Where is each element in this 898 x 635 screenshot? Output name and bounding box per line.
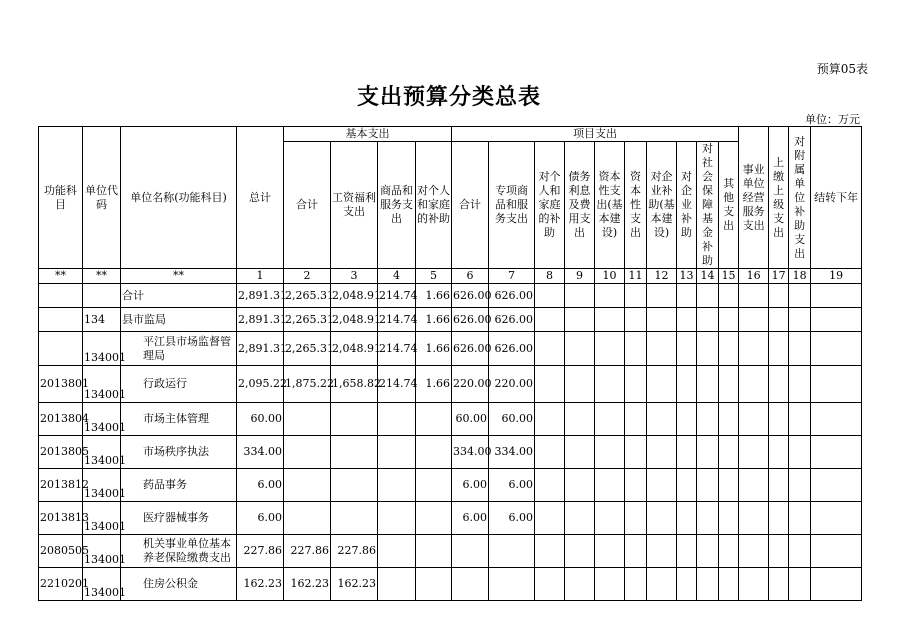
empty-cell bbox=[565, 308, 595, 332]
project-total-cell: 626.00 bbox=[452, 308, 489, 332]
basic-personal-cell: 1.66 bbox=[416, 366, 452, 403]
empty-cell bbox=[535, 284, 565, 308]
func-subject-cell: 2013804 bbox=[39, 403, 83, 436]
header-project-personal: 对个人和家庭的补助 bbox=[535, 142, 565, 269]
total-cell: 162.23 bbox=[237, 568, 284, 601]
header-project-social: 对社会保障基金补助 bbox=[697, 142, 719, 269]
unit-name-cell: 医疗器械事务 bbox=[121, 502, 237, 535]
project-goods-cell: 626.00 bbox=[489, 332, 535, 366]
unit-name-cell: 县市监局 bbox=[121, 308, 237, 332]
basic-personal-cell bbox=[416, 436, 452, 469]
index-cell: ** bbox=[83, 269, 121, 284]
page-title: 支出预算分类总表 bbox=[356, 85, 541, 110]
basic-salary-cell bbox=[331, 502, 378, 535]
empty-cell bbox=[697, 469, 719, 502]
header-carry: 结转下年 bbox=[811, 127, 862, 269]
empty-cell bbox=[811, 403, 862, 436]
unit-code-cell: 134001 bbox=[83, 436, 121, 469]
empty-cell bbox=[565, 284, 595, 308]
unit-code-cell: 134001 bbox=[83, 502, 121, 535]
empty-cell bbox=[719, 403, 739, 436]
index-cell: 10 bbox=[595, 269, 625, 284]
header-upper: 上缴上级支出 bbox=[769, 127, 789, 269]
empty-cell bbox=[625, 332, 647, 366]
empty-cell bbox=[647, 535, 677, 568]
index-cell: 11 bbox=[625, 269, 647, 284]
empty-cell bbox=[565, 568, 595, 601]
func-subject-cell bbox=[39, 332, 83, 366]
empty-cell bbox=[565, 366, 595, 403]
empty-cell bbox=[677, 284, 697, 308]
table-row bbox=[39, 366, 862, 403]
basic-salary-cell: 2,048.91 bbox=[331, 308, 378, 332]
empty-cell bbox=[595, 568, 625, 601]
project-goods-cell bbox=[489, 535, 535, 568]
empty-cell bbox=[811, 366, 862, 403]
empty-cell bbox=[647, 568, 677, 601]
basic-salary-cell bbox=[331, 436, 378, 469]
total-cell: 2,891.31 bbox=[237, 284, 284, 308]
empty-cell bbox=[769, 403, 789, 436]
index-cell: 2 bbox=[284, 269, 331, 284]
basic-salary-cell: 227.86 bbox=[331, 535, 378, 568]
index-cell: 9 bbox=[565, 269, 595, 284]
header-project-capital-build: 资本性支出(基本建设) bbox=[595, 142, 625, 269]
empty-cell bbox=[719, 568, 739, 601]
empty-cell bbox=[625, 284, 647, 308]
empty-cell bbox=[565, 403, 595, 436]
basic-total-cell bbox=[284, 469, 331, 502]
basic-goods-cell bbox=[378, 502, 416, 535]
basic-total-cell bbox=[284, 403, 331, 436]
index-cell: ** bbox=[121, 269, 237, 284]
unit-code-cell: 134001 bbox=[83, 403, 121, 436]
empty-cell bbox=[595, 308, 625, 332]
header-business: 事业单位经营服务支出 bbox=[739, 127, 769, 269]
index-cell: 3 bbox=[331, 269, 378, 284]
empty-cell bbox=[769, 308, 789, 332]
project-total-cell: 626.00 bbox=[452, 284, 489, 308]
empty-cell bbox=[769, 366, 789, 403]
empty-cell bbox=[535, 436, 565, 469]
empty-cell bbox=[625, 469, 647, 502]
empty-cell bbox=[625, 366, 647, 403]
index-cell: 4 bbox=[378, 269, 416, 284]
empty-cell bbox=[739, 366, 769, 403]
basic-personal-cell bbox=[416, 535, 452, 568]
empty-cell bbox=[789, 535, 811, 568]
basic-total-cell: 162.23 bbox=[284, 568, 331, 601]
empty-cell bbox=[811, 436, 862, 469]
index-cell: 8 bbox=[535, 269, 565, 284]
empty-cell bbox=[535, 535, 565, 568]
index-cell: 16 bbox=[739, 269, 769, 284]
basic-personal-cell bbox=[416, 568, 452, 601]
header-basic-goods: 商品和服务支出 bbox=[378, 142, 416, 269]
unit-code-cell: 134 bbox=[83, 308, 121, 332]
total-cell: 2,095.22 bbox=[237, 366, 284, 403]
unit-name-cell: 行政运行 bbox=[121, 366, 237, 403]
empty-cell bbox=[789, 308, 811, 332]
table-row bbox=[39, 469, 862, 502]
project-total-cell: 60.00 bbox=[452, 403, 489, 436]
empty-cell bbox=[697, 366, 719, 403]
empty-cell bbox=[647, 366, 677, 403]
empty-cell bbox=[677, 366, 697, 403]
empty-cell bbox=[789, 366, 811, 403]
empty-cell bbox=[625, 568, 647, 601]
empty-cell bbox=[565, 469, 595, 502]
header-basic: 基本支出 bbox=[284, 127, 452, 142]
project-total-cell: 626.00 bbox=[452, 332, 489, 366]
index-cell: 15 bbox=[719, 269, 739, 284]
empty-cell bbox=[677, 568, 697, 601]
index-cell: 13 bbox=[677, 269, 697, 284]
empty-cell bbox=[535, 332, 565, 366]
empty-cell bbox=[625, 308, 647, 332]
empty-cell bbox=[697, 502, 719, 535]
basic-total-cell: 2,265.31 bbox=[284, 332, 331, 366]
project-goods-cell: 626.00 bbox=[489, 308, 535, 332]
empty-cell bbox=[789, 284, 811, 308]
project-goods-cell bbox=[489, 568, 535, 601]
unit-name-cell: 机关事业单位基本养老保险缴费支出 bbox=[121, 535, 237, 568]
empty-cell bbox=[739, 284, 769, 308]
index-cell: 18 bbox=[789, 269, 811, 284]
total-cell: 6.00 bbox=[237, 502, 284, 535]
basic-salary-cell: 162.23 bbox=[331, 568, 378, 601]
empty-cell bbox=[647, 308, 677, 332]
empty-cell bbox=[739, 332, 769, 366]
table-row bbox=[39, 403, 862, 436]
basic-goods-cell bbox=[378, 403, 416, 436]
empty-cell bbox=[739, 568, 769, 601]
basic-personal-cell bbox=[416, 469, 452, 502]
unit-name-cell: 住房公积金 bbox=[121, 568, 237, 601]
unit-name-cell: 药品事务 bbox=[121, 469, 237, 502]
table-row bbox=[39, 535, 862, 568]
empty-cell bbox=[739, 469, 769, 502]
func-subject-cell: 2013813 bbox=[39, 502, 83, 535]
empty-cell bbox=[647, 332, 677, 366]
index-cell: 6 bbox=[452, 269, 489, 284]
project-goods-cell: 334.00 bbox=[489, 436, 535, 469]
header-affiliate: 对附属单位补助支出 bbox=[789, 127, 811, 269]
empty-cell bbox=[769, 568, 789, 601]
empty-cell bbox=[789, 436, 811, 469]
unit-name-cell: 平江县市场监督管理局 bbox=[121, 332, 237, 366]
basic-goods-cell bbox=[378, 535, 416, 568]
empty-cell bbox=[739, 308, 769, 332]
header-project-total: 合计 bbox=[452, 142, 489, 269]
unit-label: 单位：万元 bbox=[805, 113, 860, 126]
empty-cell bbox=[677, 403, 697, 436]
empty-cell bbox=[677, 535, 697, 568]
index-cell: 1 bbox=[237, 269, 284, 284]
header-project-other: 其他支出 bbox=[719, 142, 739, 269]
table-row bbox=[39, 568, 862, 601]
project-goods-cell: 220.00 bbox=[489, 366, 535, 403]
empty-cell bbox=[677, 308, 697, 332]
header-basic-total: 合计 bbox=[284, 142, 331, 269]
basic-goods-cell bbox=[378, 469, 416, 502]
basic-total-cell bbox=[284, 436, 331, 469]
basic-salary-cell: 2,048.91 bbox=[331, 284, 378, 308]
total-cell: 227.86 bbox=[237, 535, 284, 568]
empty-cell bbox=[595, 469, 625, 502]
basic-goods-cell bbox=[378, 436, 416, 469]
header-project-capital: 资本性支出 bbox=[625, 142, 647, 269]
unit-code-cell: 134001 bbox=[83, 568, 121, 601]
table-row bbox=[39, 502, 862, 535]
basic-total-cell: 2,265.31 bbox=[284, 284, 331, 308]
header-project-debt: 债务利息及费用支出 bbox=[565, 142, 595, 269]
basic-total-cell: 227.86 bbox=[284, 535, 331, 568]
empty-cell bbox=[565, 535, 595, 568]
empty-cell bbox=[719, 436, 739, 469]
project-total-cell bbox=[452, 568, 489, 601]
basic-goods-cell bbox=[378, 568, 416, 601]
header-project-goods: 专项商品和服务支出 bbox=[489, 142, 535, 269]
index-cell: 19 bbox=[811, 269, 862, 284]
table-row bbox=[39, 436, 862, 469]
empty-cell bbox=[769, 469, 789, 502]
empty-cell bbox=[697, 332, 719, 366]
empty-cell bbox=[625, 403, 647, 436]
project-total-cell: 220.00 bbox=[452, 366, 489, 403]
unit-code-cell: 134001 bbox=[83, 332, 121, 366]
empty-cell bbox=[811, 502, 862, 535]
table-row bbox=[39, 308, 862, 332]
func-subject-cell bbox=[39, 308, 83, 332]
index-cell: 12 bbox=[647, 269, 677, 284]
basic-salary-cell bbox=[331, 469, 378, 502]
empty-cell bbox=[595, 403, 625, 436]
unit-name-cell: 市场秩序执法 bbox=[121, 436, 237, 469]
header-unit-code: 单位代码 bbox=[83, 127, 121, 269]
table-row bbox=[39, 332, 862, 366]
empty-cell bbox=[625, 535, 647, 568]
empty-cell bbox=[719, 535, 739, 568]
empty-cell bbox=[535, 502, 565, 535]
empty-cell bbox=[565, 502, 595, 535]
project-total-cell bbox=[452, 535, 489, 568]
header-project-enterprise: 对企业补助 bbox=[677, 142, 697, 269]
empty-cell bbox=[719, 469, 739, 502]
project-total-cell: 334.00 bbox=[452, 436, 489, 469]
total-cell: 2,891.31 bbox=[237, 332, 284, 366]
total-cell: 2,891.31 bbox=[237, 308, 284, 332]
index-cell: 5 bbox=[416, 269, 452, 284]
empty-cell bbox=[697, 284, 719, 308]
basic-personal-cell: 1.66 bbox=[416, 284, 452, 308]
empty-cell bbox=[647, 403, 677, 436]
basic-personal-cell: 1.66 bbox=[416, 308, 452, 332]
empty-cell bbox=[677, 332, 697, 366]
empty-cell bbox=[739, 502, 769, 535]
empty-cell bbox=[565, 436, 595, 469]
empty-cell bbox=[595, 284, 625, 308]
empty-cell bbox=[769, 284, 789, 308]
empty-cell bbox=[677, 436, 697, 469]
func-subject-cell: 2210201 bbox=[39, 568, 83, 601]
project-total-cell: 6.00 bbox=[452, 502, 489, 535]
empty-cell bbox=[697, 436, 719, 469]
basic-goods-cell: 214.74 bbox=[378, 332, 416, 366]
empty-cell bbox=[677, 502, 697, 535]
empty-cell bbox=[811, 284, 862, 308]
project-goods-cell: 626.00 bbox=[489, 284, 535, 308]
empty-cell bbox=[811, 332, 862, 366]
basic-personal-cell: 1.66 bbox=[416, 332, 452, 366]
basic-goods-cell: 214.74 bbox=[378, 284, 416, 308]
empty-cell bbox=[719, 502, 739, 535]
empty-cell bbox=[769, 502, 789, 535]
project-goods-cell: 6.00 bbox=[489, 502, 535, 535]
empty-cell bbox=[595, 436, 625, 469]
empty-cell bbox=[739, 436, 769, 469]
empty-cell bbox=[535, 366, 565, 403]
header-func-subject: 功能科目 bbox=[39, 127, 83, 269]
basic-personal-cell bbox=[416, 403, 452, 436]
empty-cell bbox=[719, 308, 739, 332]
empty-cell bbox=[647, 284, 677, 308]
empty-cell bbox=[739, 403, 769, 436]
basic-salary-cell: 1,658.82 bbox=[331, 366, 378, 403]
header-project: 项目支出 bbox=[452, 127, 739, 142]
empty-cell bbox=[811, 308, 862, 332]
empty-cell bbox=[535, 469, 565, 502]
empty-cell bbox=[625, 502, 647, 535]
index-cell: 17 bbox=[769, 269, 789, 284]
empty-cell bbox=[769, 332, 789, 366]
unit-name-cell: 合计 bbox=[121, 284, 237, 308]
project-total-cell: 6.00 bbox=[452, 469, 489, 502]
empty-cell bbox=[647, 469, 677, 502]
unit-code-cell: 134001 bbox=[83, 366, 121, 403]
empty-cell bbox=[535, 568, 565, 601]
func-subject-cell bbox=[39, 284, 83, 308]
basic-salary-cell bbox=[331, 403, 378, 436]
empty-cell bbox=[789, 332, 811, 366]
empty-cell bbox=[811, 568, 862, 601]
empty-cell bbox=[769, 436, 789, 469]
header-total: 总计 bbox=[237, 127, 284, 269]
header-unit-name: 单位名称(功能科目) bbox=[121, 127, 237, 269]
basic-total-cell bbox=[284, 502, 331, 535]
unit-name-cell: 市场主体管理 bbox=[121, 403, 237, 436]
table-row bbox=[39, 284, 862, 308]
empty-cell bbox=[677, 469, 697, 502]
total-cell: 6.00 bbox=[237, 469, 284, 502]
header-basic-personal: 对个人和家庭的补助 bbox=[416, 142, 452, 269]
unit-code-cell: 134001 bbox=[83, 535, 121, 568]
empty-cell bbox=[535, 403, 565, 436]
func-subject-cell: 2080505 bbox=[39, 535, 83, 568]
empty-cell bbox=[625, 436, 647, 469]
empty-cell bbox=[719, 332, 739, 366]
budget-table bbox=[38, 126, 862, 601]
empty-cell bbox=[739, 535, 769, 568]
form-number: 预算05表 bbox=[816, 62, 868, 76]
basic-personal-cell bbox=[416, 502, 452, 535]
empty-cell bbox=[647, 436, 677, 469]
basic-salary-cell: 2,048.91 bbox=[331, 332, 378, 366]
empty-cell bbox=[595, 366, 625, 403]
header-basic-salary: 工资福利支出 bbox=[331, 142, 378, 269]
empty-cell bbox=[535, 308, 565, 332]
empty-cell bbox=[789, 502, 811, 535]
total-cell: 60.00 bbox=[237, 403, 284, 436]
basic-goods-cell: 214.74 bbox=[378, 308, 416, 332]
unit-code-cell: 134001 bbox=[83, 469, 121, 502]
basic-total-cell: 2,265.31 bbox=[284, 308, 331, 332]
index-cell: 14 bbox=[697, 269, 719, 284]
func-subject-cell: 2013812 bbox=[39, 469, 83, 502]
index-cell: ** bbox=[39, 269, 83, 284]
index-cell: 7 bbox=[489, 269, 535, 284]
empty-cell bbox=[595, 502, 625, 535]
empty-cell bbox=[647, 502, 677, 535]
empty-cell bbox=[789, 469, 811, 502]
empty-cell bbox=[565, 332, 595, 366]
project-goods-cell: 6.00 bbox=[489, 469, 535, 502]
total-cell: 334.00 bbox=[237, 436, 284, 469]
index-row bbox=[39, 269, 862, 284]
unit-code-cell bbox=[83, 284, 121, 308]
basic-goods-cell: 214.74 bbox=[378, 366, 416, 403]
empty-cell bbox=[697, 568, 719, 601]
empty-cell bbox=[789, 568, 811, 601]
basic-total-cell: 1,875.22 bbox=[284, 366, 331, 403]
empty-cell bbox=[811, 469, 862, 502]
header-project-enterprise-build: 对企业补助(基本建设) bbox=[647, 142, 677, 269]
func-subject-cell: 2013805 bbox=[39, 436, 83, 469]
empty-cell bbox=[789, 403, 811, 436]
empty-cell bbox=[719, 366, 739, 403]
empty-cell bbox=[697, 403, 719, 436]
func-subject-cell: 2013801 bbox=[39, 366, 83, 403]
empty-cell bbox=[595, 332, 625, 366]
empty-cell bbox=[595, 535, 625, 568]
project-goods-cell: 60.00 bbox=[489, 403, 535, 436]
empty-cell bbox=[769, 535, 789, 568]
empty-cell bbox=[697, 535, 719, 568]
empty-cell bbox=[719, 284, 739, 308]
empty-cell bbox=[811, 535, 862, 568]
empty-cell bbox=[697, 308, 719, 332]
